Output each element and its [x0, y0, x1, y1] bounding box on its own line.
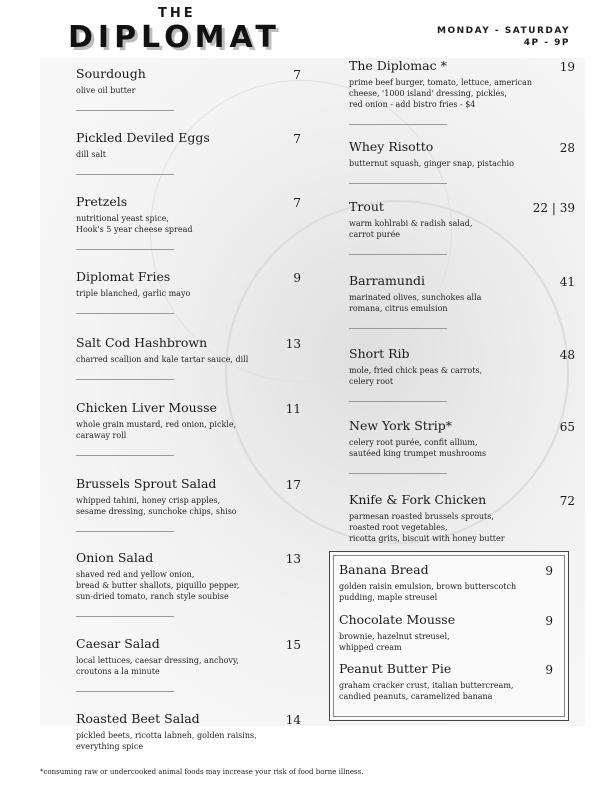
menu-item-name: The Diplomac *	[349, 58, 447, 73]
menu-item	[76, 194, 301, 235]
menu-item-price: 65	[559, 420, 575, 434]
menu-item-description: triple blanched, garlic mayo	[76, 289, 191, 298]
menu-item-description: butternut squash, ginger snap, pistachio	[349, 159, 514, 168]
item-separator	[349, 254, 447, 255]
menu-item-description: whipped tahini, honey crisp apples, sesame dressing, sunchoke chips, shiso	[76, 496, 237, 516]
menu-item-price: 41	[559, 275, 575, 289]
footer-disclaimer: *consuming raw or undercooked animal foods may increase your risk of food borne illness.	[40, 768, 364, 776]
menu-item-price: 9	[545, 614, 553, 628]
menu-item-description: dill salt	[76, 150, 106, 159]
menu-item	[76, 269, 301, 299]
item-separator	[76, 691, 174, 692]
item-separator	[76, 455, 174, 456]
menu-item	[339, 661, 553, 702]
item-separator	[76, 531, 174, 532]
menu-item-name: New York Strip*	[349, 418, 453, 433]
menu-item	[76, 400, 301, 441]
menu-item-price: 9	[293, 271, 301, 285]
hours-time: 4P - 9P	[523, 38, 570, 48]
logo-the: THE	[158, 6, 196, 21]
menu-item-price: 7	[293, 132, 301, 146]
menu-item	[76, 550, 301, 602]
menu-item-name: Banana Bread	[339, 562, 429, 577]
menu-item-description: shaved red and yellow onion, bread & butter shallots, piquillo pepper, sun-dried tomato, ranch style soubise	[76, 570, 240, 601]
item-separator	[349, 328, 447, 329]
menu-item-price: 7	[293, 68, 301, 82]
menu-item-description: olive oil butter	[76, 86, 136, 95]
menu-item-price: 13	[285, 552, 301, 566]
menu-item	[349, 58, 575, 110]
menu-item	[76, 335, 301, 365]
menu-item-price: 9	[545, 564, 553, 578]
menu-item-price: 11	[285, 402, 301, 416]
menu-item	[349, 199, 575, 240]
item-separator	[349, 401, 447, 402]
menu-item	[339, 612, 553, 653]
menu-item	[76, 636, 301, 677]
menu-item	[76, 476, 301, 517]
menu-item-price: 22 | 39	[532, 201, 575, 215]
menu-item	[76, 130, 301, 160]
item-separator	[76, 249, 174, 250]
menu-item-name: Peanut Butter Pie	[339, 661, 452, 676]
menu-item-price: 13	[285, 337, 301, 351]
menu-item-description: pickled beets, ricotta labneh, golden raisins, everything spice	[76, 731, 257, 751]
menu-item-description: celery root purée, confit allium, sautéed king trumpet mushrooms	[349, 438, 487, 458]
menu-item-price: 14	[285, 713, 301, 727]
item-separator	[349, 124, 447, 125]
menu-item-name: Brussels Sprout Salad	[76, 476, 217, 491]
item-separator	[76, 110, 174, 111]
menu-item	[349, 273, 575, 314]
menu-item-name: Knife & Fork Chicken	[349, 492, 487, 507]
menu-item-price: 17	[285, 478, 301, 492]
dessert-box	[329, 551, 569, 721]
menu-item-name: Pretzels	[76, 194, 128, 209]
menu-item-description: parmesan roasted brussels sprouts, roasted root vegetables, ricotta grits, biscuit with honey butter	[349, 512, 505, 543]
menu-item	[76, 66, 301, 96]
menu-item-name: Diplomat Fries	[76, 269, 171, 284]
menu-item-name: Chocolate Mousse	[339, 612, 456, 627]
item-separator	[76, 174, 174, 175]
item-separator	[76, 379, 174, 380]
menu-item-name: Whey Risotto	[349, 139, 434, 154]
menu-item-name: Short Rib	[349, 346, 410, 361]
menu-item-description: nutritional yeast spice, Hook's 5 year cheese spread	[76, 214, 193, 234]
menu-item-name: Caesar Salad	[76, 636, 160, 651]
menu-item-name: Salt Cod Hashbrown	[76, 335, 208, 350]
dessert-list	[339, 562, 553, 702]
menu-item-price: 7	[293, 196, 301, 210]
hours-days: MONDAY - SATURDAY	[437, 26, 570, 36]
menu-item-name: Sourdough	[76, 66, 146, 81]
menu-item-description: graham cracker crust, italian buttercream, candied peanuts, caramelized banana	[339, 681, 514, 701]
menu-item-name: Chicken Liver Mousse	[76, 400, 217, 415]
menu-item-price: 48	[559, 348, 575, 362]
menu-item-name: Roasted Beet Salad	[76, 711, 200, 726]
item-separator	[349, 473, 447, 474]
item-separator	[76, 313, 174, 314]
menu-item	[76, 711, 301, 752]
menu-item-description: mole, fried chick peas & carrots, celery root	[349, 366, 483, 386]
menu-item-name: Barramundi	[349, 273, 425, 288]
menu-item-name: Onion Salad	[76, 550, 154, 565]
menu-item	[349, 418, 575, 459]
menu-item-price: 28	[559, 141, 575, 155]
menu-item-description: charred scallion and kale tartar sauce, dill	[76, 355, 249, 364]
menu-item-price: 9	[545, 663, 553, 677]
menu-item-description: local lettuces, caesar dressing, anchovy, croutons a la minute	[76, 656, 239, 676]
menu-item-description: prime beef burger, tomato, lettuce, american cheese, '1000 island' dressing, pickles, red onion - add bistro fries - $4	[349, 78, 532, 109]
menu-item	[349, 139, 575, 169]
menu-item-name: Pickled Deviled Eggs	[76, 130, 210, 145]
menu-item-description: brownie, hazelnut streusel, whipped cream	[339, 632, 450, 652]
right-menu-column	[349, 58, 575, 544]
menu-item-description: whole grain mustard, red onion, pickle, caraway roll	[76, 420, 237, 440]
menu-item-price: 72	[559, 494, 575, 508]
menu-item-description: golden raisin emulsion, brown butterscotch pudding, maple streusel	[339, 582, 517, 602]
menu-item-price: 15	[285, 638, 301, 652]
menu-item-description: marinated olives, sunchokes alla romana, citrus emulsion	[349, 293, 482, 313]
menu-item	[339, 562, 553, 603]
item-separator	[349, 183, 447, 184]
item-separator	[76, 616, 174, 617]
logo-diplomat: DIPLOMAT	[68, 20, 281, 55]
menu-item	[349, 346, 575, 387]
menu-item	[349, 492, 575, 544]
left-menu-column	[76, 66, 301, 752]
menu-item-name: Trout	[349, 199, 384, 214]
hours-block	[437, 25, 570, 49]
menu-item-description: warm kohlrabi & radish salad, carrot purée	[349, 219, 473, 239]
menu-item-price: 19	[559, 60, 575, 74]
